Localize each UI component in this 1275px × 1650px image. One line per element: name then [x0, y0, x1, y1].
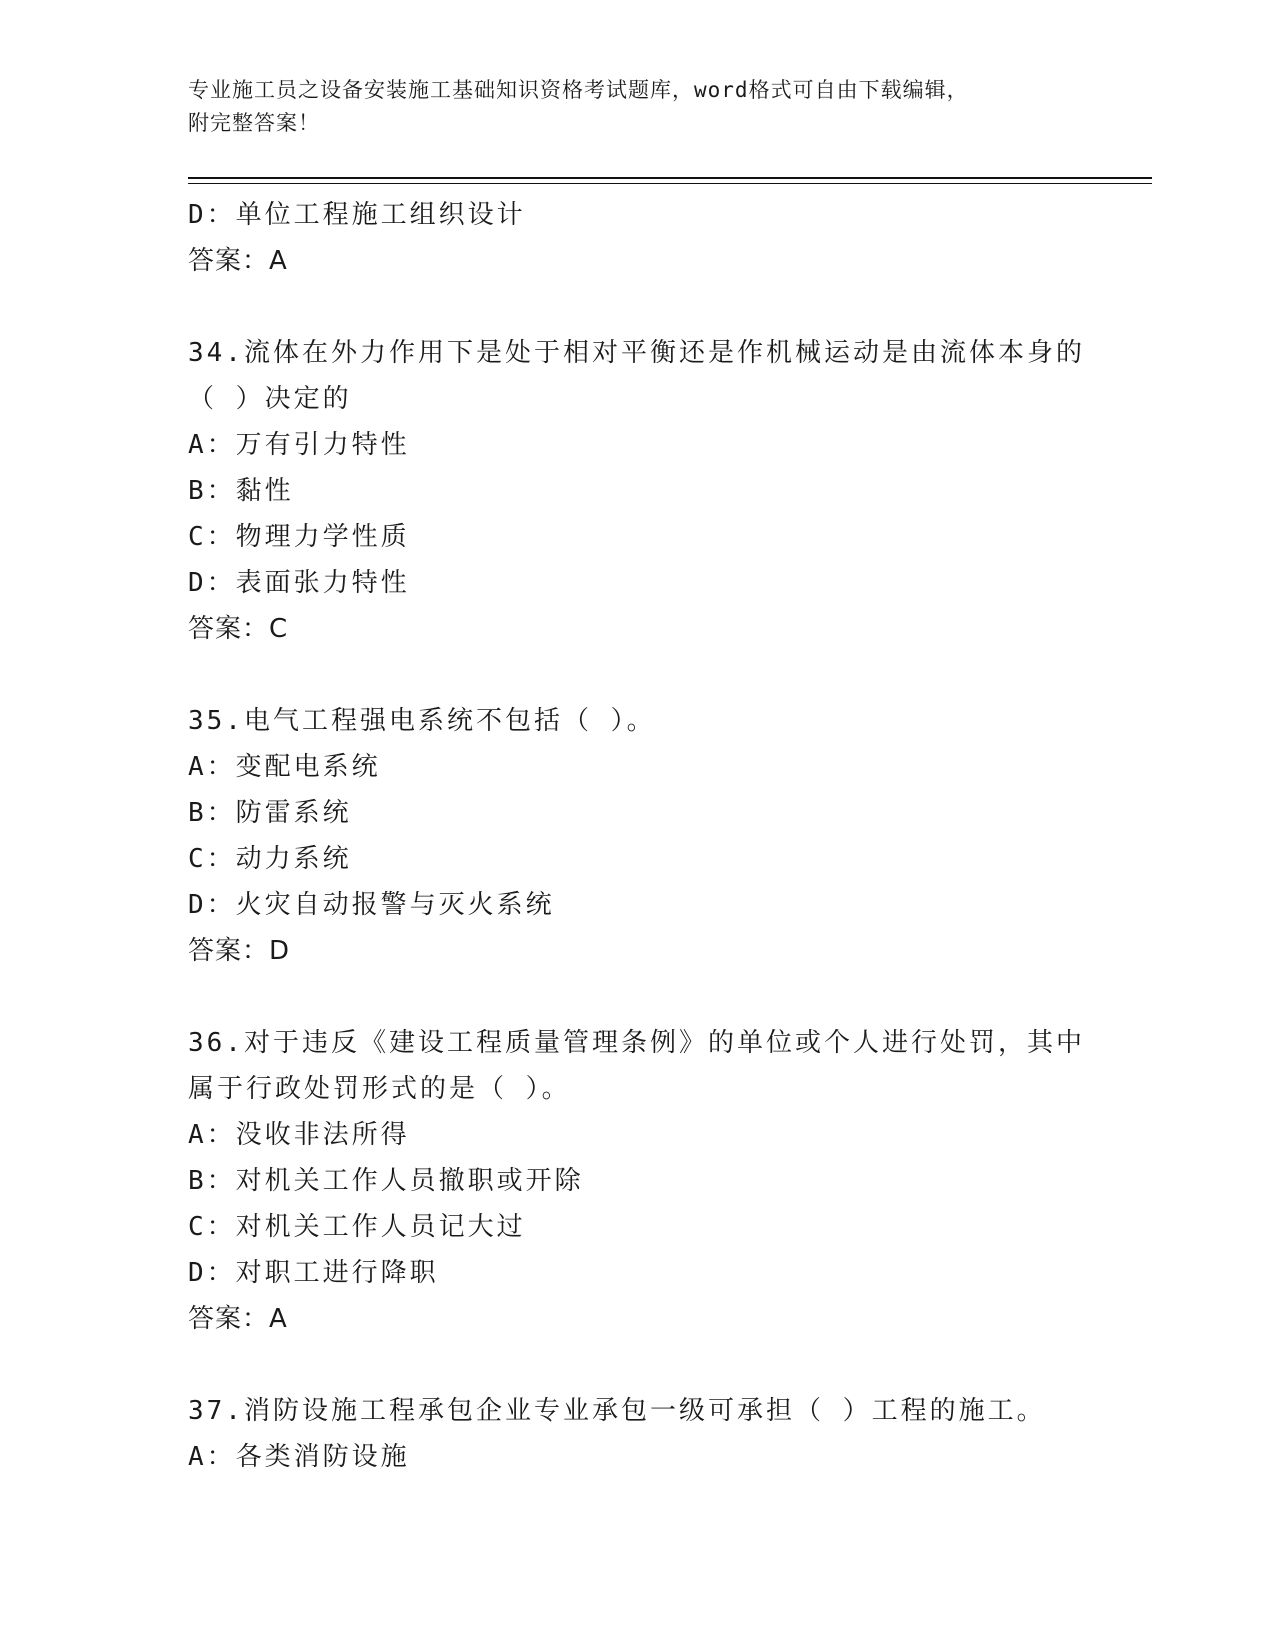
- option-b: B：对机关工作人员撤职或开除: [188, 1166, 584, 1196]
- document-body: [188, 192, 1088, 1480]
- answer-line: 答案：D: [188, 936, 291, 966]
- option-b: B：防雷系统: [188, 798, 352, 828]
- question-stem-cont: （ ）决定的: [188, 384, 352, 414]
- question-34: [188, 330, 1088, 652]
- header-divider-thick: [188, 177, 1152, 179]
- option-a: A：各类消防设施: [188, 1442, 410, 1472]
- option-a: A：万有引力特性: [188, 430, 410, 460]
- option-c: C：对机关工作人员记大过: [188, 1212, 526, 1242]
- question-37: [188, 1388, 1088, 1480]
- document-header: [188, 74, 1088, 140]
- question-stem: 37.消防设施工程承包企业专业承包一级可承担（ ）工程的施工。: [188, 1396, 1046, 1426]
- question-35: [188, 698, 1088, 974]
- answer-line: 答案：A: [188, 1304, 288, 1334]
- question-stem: 35.电气工程强电系统不包括（ ）。: [188, 706, 656, 736]
- question-stem: 36.对于违反《建设工程质量管理条例》的单位或个人进行处罚，其中: [188, 1028, 1085, 1058]
- option-b: B：黏性: [188, 476, 294, 506]
- option-a: A：没收非法所得: [188, 1120, 410, 1150]
- header-line-2: 附完整答案！: [188, 111, 320, 135]
- option-d: D：火灾自动报警与灭火系统: [188, 890, 555, 920]
- option-c: C：物理力学性质: [188, 522, 410, 552]
- option-d: D：表面张力特性: [188, 568, 410, 598]
- option-a: A：变配电系统: [188, 752, 381, 782]
- option-d: D：对职工进行降职: [188, 1258, 439, 1288]
- question-stem: 34.流体在外力作用下是处于相对平衡还是作机械运动是由流体本身的: [188, 338, 1085, 368]
- question-stem-cont: 属于行政处罚形式的是（ ）。: [188, 1074, 571, 1104]
- option-c: C：动力系统: [188, 844, 352, 874]
- answer-line: 答案：A: [188, 246, 288, 276]
- answer-line: 答案：C: [188, 614, 289, 644]
- header-line-1: 专业施工员之设备安装施工基础知识资格考试题库，word格式可自由下载编辑，: [188, 78, 969, 102]
- header-divider-thin: [188, 183, 1152, 184]
- question-36: [188, 1020, 1088, 1342]
- option-d: D：单位工程施工组织设计: [188, 200, 526, 230]
